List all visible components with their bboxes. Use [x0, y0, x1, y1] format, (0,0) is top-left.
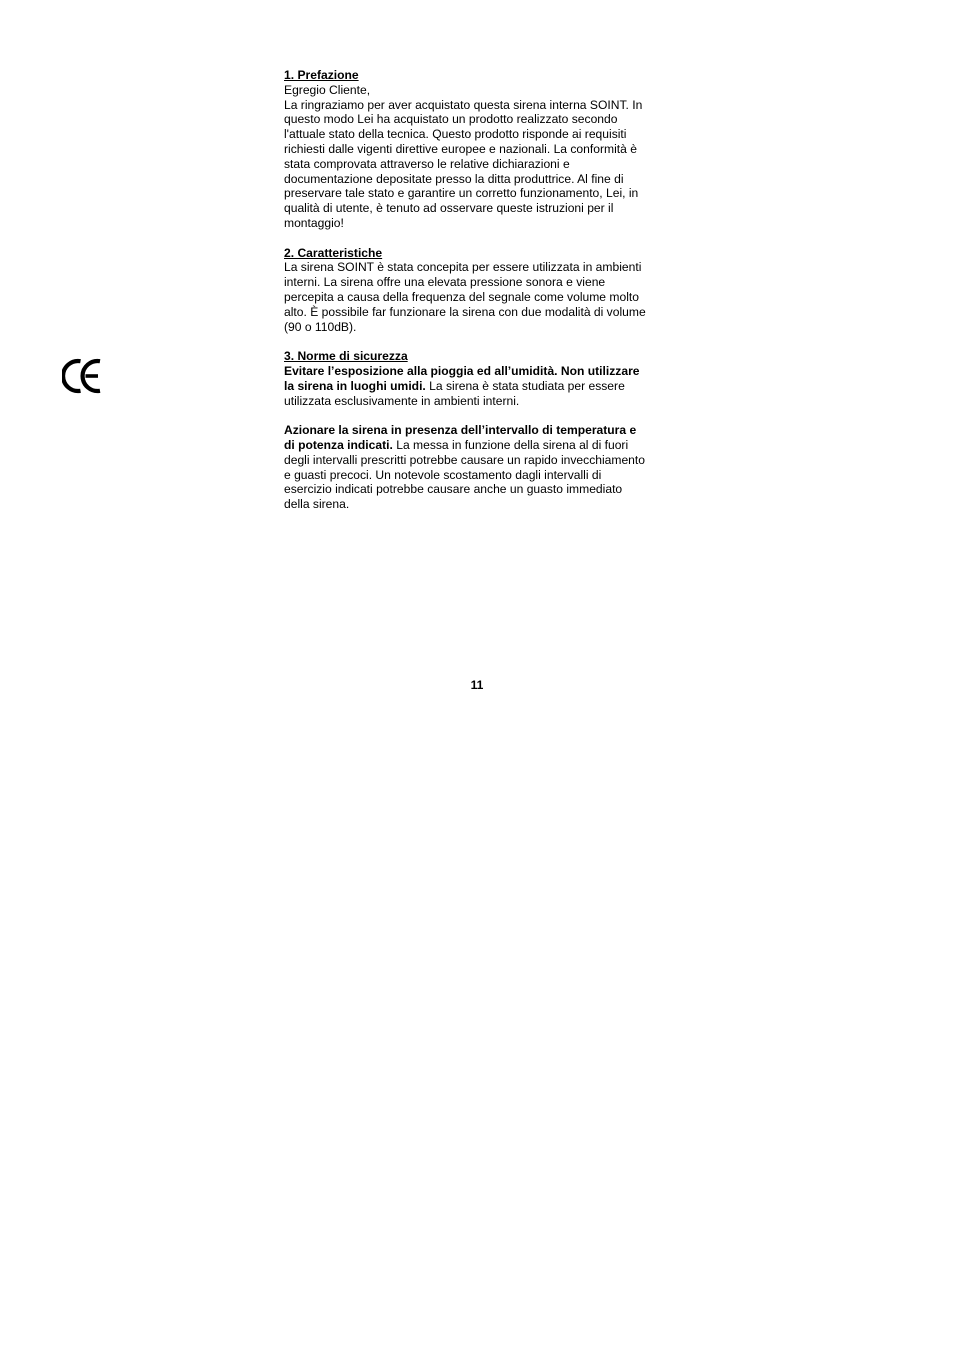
text-run: interni. La sirena offre una elevata pressione sonora e viene — [284, 275, 606, 290]
text-run: La sirena SOINT è stata concepita per essere utilizzata in ambienti — [284, 260, 642, 275]
text-line — [284, 260, 684, 275]
paragraph — [284, 364, 684, 408]
text-run: percepita a causa della frequenza del segnale come volume molto — [284, 289, 639, 304]
bold-text-run: Evitare l’esposizione alla pioggia ed all’umidità. Non utilizzare — [284, 363, 640, 378]
text-line — [284, 379, 684, 394]
bold-text-run: di potenza indicati. — [284, 437, 393, 452]
text-line — [284, 83, 684, 98]
text-line — [284, 482, 684, 497]
text-run: stata comprovata attraverso le relative dichiarazioni e — [284, 156, 570, 171]
text-run: richiesti dalle vigenti direttive europee e nazionali. La conformità è — [284, 141, 637, 156]
text-line — [284, 497, 684, 512]
text-run: montaggio! — [284, 215, 344, 230]
section-2 — [284, 246, 684, 335]
paragraph — [284, 260, 684, 334]
paragraph — [284, 83, 684, 231]
section-1 — [284, 68, 684, 231]
text-line — [284, 186, 684, 201]
text-line — [284, 468, 684, 483]
text-line — [284, 216, 684, 231]
manual-content — [284, 68, 684, 527]
section-3 — [284, 349, 684, 512]
text-line — [284, 112, 684, 127]
ce-mark-icon — [62, 357, 102, 395]
text-run: alto. È possibile far funzionare la sirena con due modalità di volume — [284, 304, 646, 319]
page-number: 11 — [470, 678, 484, 692]
text-line — [284, 438, 684, 453]
text-line — [284, 142, 684, 157]
text-line — [284, 305, 684, 320]
text-line — [284, 157, 684, 172]
text-run: della sirena. — [284, 497, 350, 512]
text-line — [284, 453, 684, 468]
text-line — [284, 423, 684, 438]
text-run: degli intervalli prescritti potrebbe causare un rapido invecchiamento — [284, 452, 645, 467]
bold-text-run: Azionare la sirena in presenza dell’intervallo di temperatura e — [284, 423, 637, 438]
text-run: questo modo Lei ha acquistato un prodotto realizzato secondo — [284, 112, 618, 127]
text-run: La messa in funzione della sirena al di fuori — [392, 437, 629, 452]
text-line — [284, 364, 684, 379]
text-line — [284, 275, 684, 290]
text-line — [284, 394, 684, 409]
text-run: Egregio Cliente, — [284, 82, 371, 97]
section-title: 1. Prefazione — [284, 68, 359, 82]
text-run: esercizio indicati potrebbe causare anche un guasto immediato — [284, 482, 623, 497]
text-run: utilizzata esclusivamente in ambienti interni. — [284, 393, 520, 408]
text-line — [284, 320, 684, 335]
text-line — [284, 290, 684, 305]
text-run: documentazione depositate presso la ditta produttrice. Al fine di — [284, 171, 624, 186]
paragraph — [284, 423, 684, 512]
text-run: La sirena è stata studiata per essere — [425, 378, 625, 393]
text-line — [284, 127, 684, 142]
text-run: (90 o 110dB). — [284, 319, 357, 334]
section-title: 2. Caratteristiche — [284, 245, 383, 260]
text-line — [284, 98, 684, 113]
text-run: La ringraziamo per aver acquistato questa sirena interna SOINT. In — [284, 97, 643, 112]
text-run: preservare tale stato e garantire un corretto funzionamento, Lei, in — [284, 186, 639, 201]
text-run: qualità di utente, è tenuto ad osservare queste istruzioni per il — [284, 201, 614, 216]
text-line — [284, 172, 684, 187]
text-run: e guasti precoci. Un notevole scostamento dagli intervalli di — [284, 467, 602, 482]
bold-text-run: la sirena in luoghi umidi. — [284, 378, 426, 393]
text-line — [284, 201, 684, 216]
section-title: 3. Norme di sicurezza — [284, 349, 408, 364]
text-run: l'attuale stato della tecnica. Questo prodotto risponde ai requisiti — [284, 127, 627, 142]
